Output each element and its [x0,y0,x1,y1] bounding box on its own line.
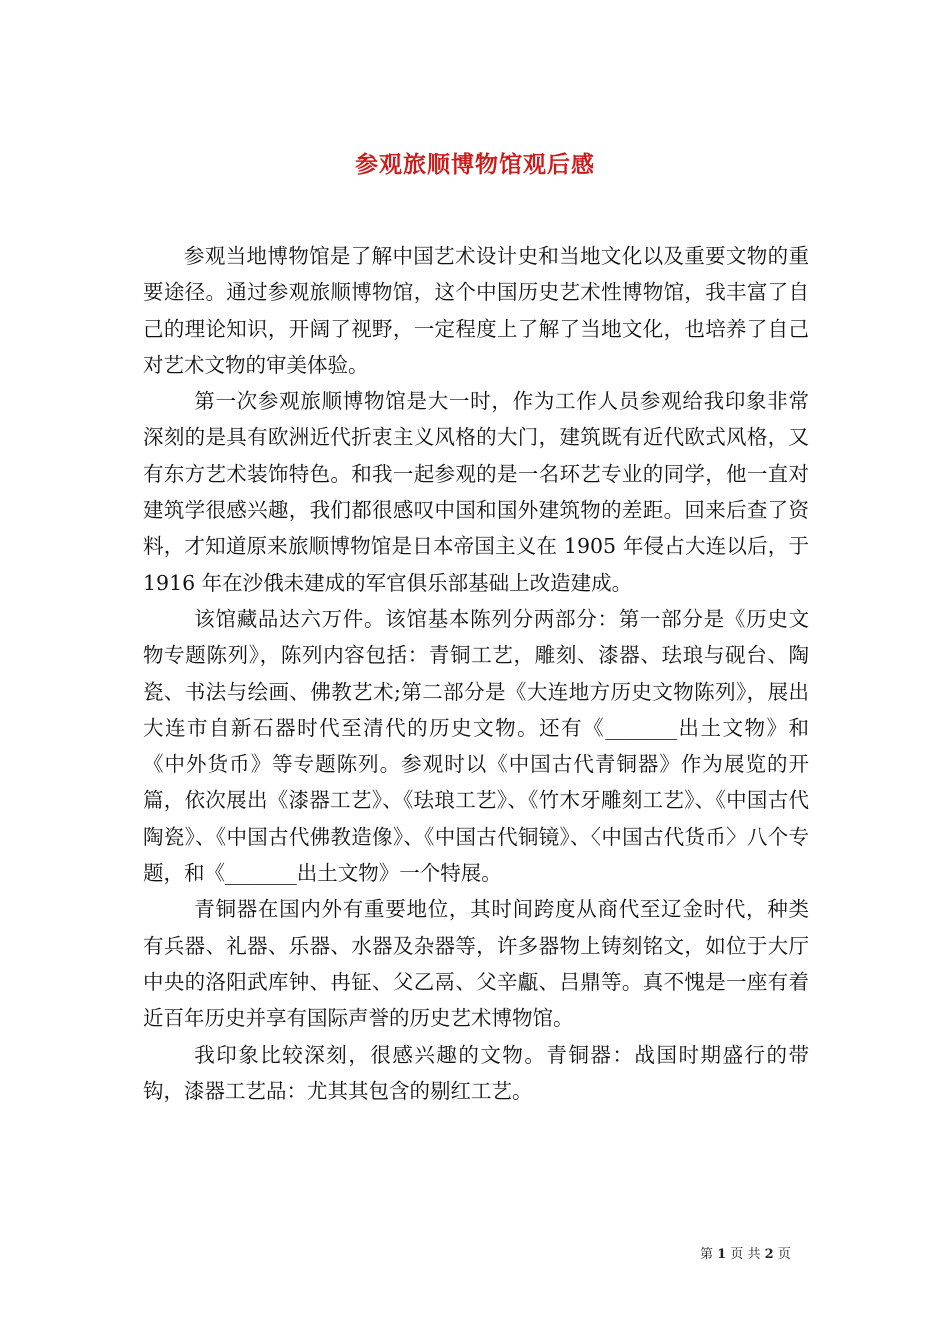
paragraph-1: 参观当地博物馆是了解中国艺术设计史和当地文化以及重要文物的重要途径。通过参观旅顺博物馆，这个中国历史艺术性博物馆，我丰富了自己的理论知识，开阔了视野，一定程度上了解了当地文化，也培养了自己对艺术文物的审美体验。 [143,244,809,377]
document-body [143,238,809,1109]
page-title: 参观旅顺博物馆观后感 [355,151,595,179]
total-pages-number: 2 [764,1247,774,1262]
current-page-number: 1 [717,1247,727,1262]
footer-prefix: 第 [700,1247,714,1262]
footer-suffix: 页 [777,1247,791,1262]
footer-middle: 页 共 [730,1247,761,1262]
paragraph-5: 我印象比较深刻，很感兴趣的文物。青铜器：战国时期盛行的带钩，漆器工艺品：尤其其包含的剔红工艺。 [143,1042,809,1103]
paragraph-2: 第一次参观旅顺博物馆是大一时，作为工作人员参观给我印象非常深刻的是具有欧洲近代折衷主义风格的大门，建筑既有近代欧式风格，又有东方艺术装饰特色。和我一起参观的是一名环艺专业的同学，他一直对建筑学很感兴趣，我们都很感叹中国和国外建筑物的差距。回来后查了资料，才知道原来旅顺博物馆是日本帝国主义在 1905 年侵占大连以后，于 1916 年在沙俄未建成的军官俱乐部基础上改造建成。 [143,389,809,595]
page-footer [700,1245,820,1265]
paragraph-4: 青铜器在国内外有重要地位，其时间跨度从商代至辽金时代，种类有兵器、礼器、乐器、水器及杂器等，许多器物上铸刻铭文，如位于大厅中央的洛阳武库钟、冉钲、父乙鬲、父辛甗、吕鼎等。真不愧是一座有着近百年历史并享有国际声誉的历史艺术博物馆。 [143,897,809,1031]
paragraph-3: 该馆藏品达六万件。该馆基本陈列分两部分：第一部分是《历史文物专题陈列》，陈列内容包括：青铜工艺，雕刻、漆器、珐琅与砚台、陶瓷、书法与绘画、佛教艺术;第二部分是《大连地方历史文物陈列》，展出大连市自新石器时代至清代的历史文物。还有《_______出土文物》和《中外货币》等专题陈列。参观时以《中国古代青铜器》作为展览的开篇，依次展出《漆器工艺》、《珐琅工艺》、《竹木牙雕刻工艺》、《中国古代陶瓷》、《中国古代佛教造像》、《中国古代铜镜》、〈中国古代货币〉八个专题，和《_______出土文物》一个特展。 [143,606,809,886]
